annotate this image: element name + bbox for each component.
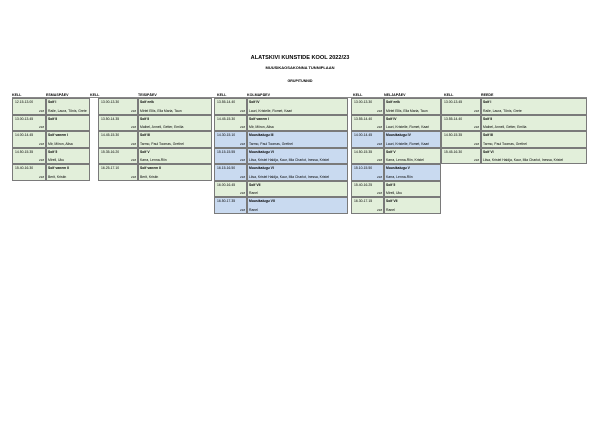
- student-list: Liisa, Kristel Haldja, Kaur, Mia Charlot, Inessa, Kristel: [483, 158, 564, 162]
- class-name: Solf III: [140, 133, 151, 137]
- wednesday-time-cell: [214, 148, 247, 165]
- thursday-time-cell: [351, 131, 384, 148]
- tuesday-time-cell: [98, 131, 138, 148]
- thursday-time-cell: [351, 164, 384, 181]
- slot-time: 14.50-15.35: [354, 149, 373, 154]
- thursday-time-cell: [351, 115, 384, 132]
- room-number: 218: [39, 108, 45, 113]
- slot-time: 15.45-16.30: [444, 149, 463, 154]
- student-list: Maibel, Anneli, Getter, Emilia: [140, 125, 184, 129]
- class-name: Muusikalugu III: [249, 133, 274, 137]
- class-name: Muusikalugu VI: [249, 166, 274, 170]
- student-list: Mirtel Ellis, Ella Maria, Taun: [140, 108, 182, 113]
- monday-class-cell: [46, 98, 90, 115]
- student-list: Mir, Miiron, Alisa: [249, 125, 274, 129]
- student-list: Tarmo, Paul Toomas, Grethel: [249, 141, 293, 146]
- slot-time: 14.45-15.30: [217, 116, 236, 121]
- class-name: Muusikalugu V: [386, 166, 410, 170]
- class-name: Solf IV: [249, 100, 260, 104]
- class-name: Solf eelk: [140, 100, 154, 104]
- thursday-time-cell: [351, 98, 384, 115]
- class-name: Solf II: [140, 116, 150, 121]
- room-number: 218: [377, 158, 383, 162]
- slot-time: 14.50-15.35: [444, 133, 463, 137]
- student-list: Mir, Miiron, Alisa: [48, 141, 73, 146]
- header-kell-1: KELL: [12, 93, 22, 97]
- wednesday-time-cell: [214, 115, 247, 132]
- room-number: 218: [131, 141, 137, 146]
- slot-time: 14.00-14.45: [354, 133, 373, 137]
- student-list: Ranel: [249, 191, 258, 195]
- student-list: Lauri, Kristelle, Romet, Kaari: [386, 125, 430, 129]
- student-list: Ranel: [386, 207, 395, 212]
- schedule-section: GRUPITUNNID: [287, 79, 313, 83]
- class-name: Solf vanem I: [249, 116, 269, 121]
- student-list: Ranel: [249, 207, 258, 212]
- class-name: Solf 5: [48, 149, 58, 154]
- student-list: Tarmo, Paul Toomas, Grethel: [483, 141, 527, 146]
- student-list: Mirell, Uku: [386, 191, 403, 195]
- thursday-time-cell: [351, 148, 384, 165]
- wednesday-time-cell: [214, 98, 247, 115]
- room-number: 218: [131, 125, 137, 129]
- class-name: Solf II: [483, 116, 493, 121]
- class-name: Solf III: [483, 133, 494, 137]
- slot-time: 15.35-16.20: [101, 149, 120, 154]
- class-name: Solf V: [140, 149, 150, 154]
- friday-class-cell: [481, 98, 587, 115]
- student-list: Berit, Kristin: [48, 174, 67, 179]
- friday-class-cell: [481, 131, 587, 148]
- room-number: 218: [240, 158, 246, 162]
- friday-time-cell: [441, 115, 481, 132]
- class-name: Solf V: [386, 149, 396, 154]
- slot-time: 15.40-16.30: [15, 166, 34, 170]
- room-number: 218: [377, 141, 383, 146]
- room-number: 218: [240, 207, 246, 212]
- wednesday-class-cell: [247, 164, 348, 181]
- header-kell-4: KELL: [353, 93, 363, 97]
- room-number: 218: [240, 125, 246, 129]
- tuesday-class-cell: [138, 164, 212, 181]
- slot-time: 15.40-16.25: [354, 182, 373, 187]
- slot-time: 16.00-16.45: [217, 182, 236, 187]
- slot-time: 12.15-13.00: [15, 100, 34, 104]
- wednesday-class-cell: [247, 181, 348, 198]
- room-number: 218: [377, 207, 383, 212]
- student-list: Liisa, Kristel Haldja, Kaur, Mia Charlot, Inessa, Kristel: [249, 158, 330, 162]
- student-list: Karra, Lenna-Riin: [140, 158, 167, 162]
- room-number: 218: [474, 158, 480, 162]
- class-name: Solf vanem I: [48, 133, 68, 137]
- slot-time: 13.55-14.40: [217, 100, 236, 104]
- slot-time: 16.50-17.35: [217, 199, 236, 203]
- thursday-class-cell: [384, 164, 441, 181]
- tuesday-time-cell: [98, 98, 138, 115]
- student-list: Maibel, Anneli, Getter, Emilia: [483, 125, 527, 129]
- class-name: Solf VII: [249, 182, 261, 187]
- friday-class-cell: [481, 115, 587, 132]
- wednesday-time-cell: [214, 181, 247, 198]
- thursday-class-cell: [384, 197, 441, 214]
- slot-time: 16.30-17.15: [354, 199, 373, 203]
- slot-time: 15.15-15.55: [217, 149, 236, 154]
- wednesday-class-cell: [247, 197, 348, 214]
- room-number: 218: [39, 125, 45, 129]
- room-number: 218: [240, 141, 246, 146]
- student-list: Liisa, Kristel Haldja, Kaur, Mia Charlot, Inessa, Kristel: [249, 174, 330, 179]
- room-number: 218: [240, 108, 246, 113]
- room-number: 218: [474, 141, 480, 146]
- room-number: 218: [377, 191, 383, 195]
- student-list: Berit, Kristin: [140, 174, 159, 179]
- monday-time-cell: [12, 164, 46, 181]
- wednesday-class-cell: [247, 148, 348, 165]
- room-number: 218: [131, 174, 137, 179]
- student-list: Mirtel Ellis, Ella Maria, Taun: [386, 108, 428, 113]
- room-number: 218: [377, 125, 383, 129]
- class-name: Solf IV: [386, 116, 397, 121]
- friday-time-cell: [441, 131, 481, 148]
- room-number: 218: [39, 141, 45, 146]
- tuesday-class-cell: [138, 115, 212, 132]
- student-list: Tarmo, Paul Toomas, Grethel: [140, 141, 184, 146]
- wednesday-class-cell: [247, 131, 348, 148]
- class-name: Solf I: [483, 100, 492, 104]
- student-list: Karra, Lenna-Riin: [386, 174, 413, 179]
- class-name: Solf VII: [386, 199, 398, 203]
- slot-time: 13.00-13.30: [354, 100, 373, 104]
- class-name: Solf I: [48, 100, 57, 104]
- monday-class-cell: [46, 164, 90, 181]
- thursday-class-cell: [384, 181, 441, 198]
- thursday-class-cell: [384, 131, 441, 148]
- tuesday-class-cell: [138, 98, 212, 115]
- thursday-class-cell: [384, 148, 441, 165]
- tuesday-time-cell: [98, 148, 138, 165]
- schedule-title: ALATSKIVI KUNSTIDE KOOL 2022/23: [250, 55, 350, 61]
- tuesday-time-cell: [98, 115, 138, 132]
- room-number: 218: [240, 174, 246, 179]
- wednesday-class-cell: [247, 115, 348, 132]
- room-number: 218: [377, 174, 383, 179]
- friday-time-cell: [441, 98, 481, 115]
- room-number: 218: [377, 108, 383, 113]
- header-neljapaev: NELJAPÄEV: [384, 93, 406, 97]
- student-list: Raile, Laura, Tõnis, Grete: [48, 108, 87, 113]
- tuesday-class-cell: [138, 148, 212, 165]
- monday-class-cell: [46, 115, 90, 132]
- monday-time-cell: [12, 115, 46, 132]
- class-name: Solf II: [48, 116, 58, 121]
- slot-time: 13.55-14.40: [354, 116, 373, 121]
- wednesday-class-cell: [247, 98, 348, 115]
- slot-time: 14.30-15.10: [217, 133, 236, 137]
- slot-time: 14.45-15.30: [101, 133, 120, 137]
- slot-time: 16.25-17.10: [101, 166, 120, 170]
- slot-time: 13.00-13.45: [15, 116, 34, 121]
- monday-class-cell: [46, 131, 90, 148]
- thursday-time-cell: [351, 181, 384, 198]
- friday-time-cell: [441, 148, 481, 165]
- slot-time: 13.00-13.45: [444, 100, 463, 104]
- header-teisipaev: TEISIPÄEV: [138, 93, 157, 97]
- monday-class-cell: [46, 148, 90, 165]
- tuesday-time-cell: [98, 164, 138, 181]
- class-name: Solf eelk: [386, 100, 400, 104]
- header-esmaspaev: ESMASPÄEV: [46, 93, 69, 97]
- slot-time: 14.00-14.45: [15, 133, 34, 137]
- class-name: Muusikalugu VII: [249, 199, 275, 203]
- class-name: Solf 5: [386, 182, 396, 187]
- class-name: Muusikalugu VI: [249, 149, 274, 154]
- room-number: 218: [39, 174, 45, 179]
- room-number: 218: [474, 108, 480, 113]
- room-number: 218: [240, 191, 246, 195]
- wednesday-time-cell: [214, 197, 247, 214]
- room-number: 218: [131, 108, 137, 113]
- header-reede: REEDE: [481, 93, 494, 97]
- slot-time: 16.15-16.50: [217, 166, 236, 170]
- thursday-class-cell: [384, 115, 441, 132]
- wednesday-time-cell: [214, 164, 247, 181]
- monday-time-cell: [12, 148, 46, 165]
- schedule-subtitle: MUUSIKAOSAKONNA TUNNIPLAAN: [265, 65, 335, 70]
- wednesday-time-cell: [214, 131, 247, 148]
- class-name: Muusikalugu IV: [386, 133, 411, 137]
- class-name: Solf vanem II: [48, 166, 69, 170]
- slot-time: 14.50-15.35: [15, 149, 34, 154]
- thursday-class-cell: [384, 98, 441, 115]
- tuesday-class-cell: [138, 131, 212, 148]
- student-list: Lauri, Kristelle, Romet, Kaari: [249, 108, 293, 113]
- class-name: Solf VI: [483, 149, 494, 154]
- slot-time: 15.10-15.50: [354, 166, 373, 170]
- header-kell-3: KELL: [217, 93, 227, 97]
- header-kolmapaev: KOLMAPÄEV: [247, 93, 270, 97]
- room-number: 218: [474, 125, 480, 129]
- monday-time-cell: [12, 131, 46, 148]
- friday-class-cell: [481, 148, 587, 165]
- room-number: 218: [131, 158, 137, 162]
- slot-time: 13.00-13.30: [101, 100, 120, 104]
- student-list: Lauri, Kristelle, Romet, Kaari: [386, 141, 430, 146]
- slot-time: 13.55-14.40: [444, 116, 463, 121]
- room-number: 218: [39, 158, 45, 162]
- header-kell-5: KELL: [444, 93, 454, 97]
- student-list: Raile, Laura, Tõnis, Grete: [483, 108, 522, 113]
- student-list: Karra, Lenna-Riin, Kristel: [386, 158, 424, 162]
- monday-time-cell: [12, 98, 46, 115]
- student-list: Mirell, Uku: [48, 158, 65, 162]
- slot-time: 13.50-14.35: [101, 116, 120, 121]
- header-kell-2: KELL: [90, 93, 100, 97]
- thursday-time-cell: [351, 197, 384, 214]
- class-name: Solf vanem II: [140, 166, 161, 170]
